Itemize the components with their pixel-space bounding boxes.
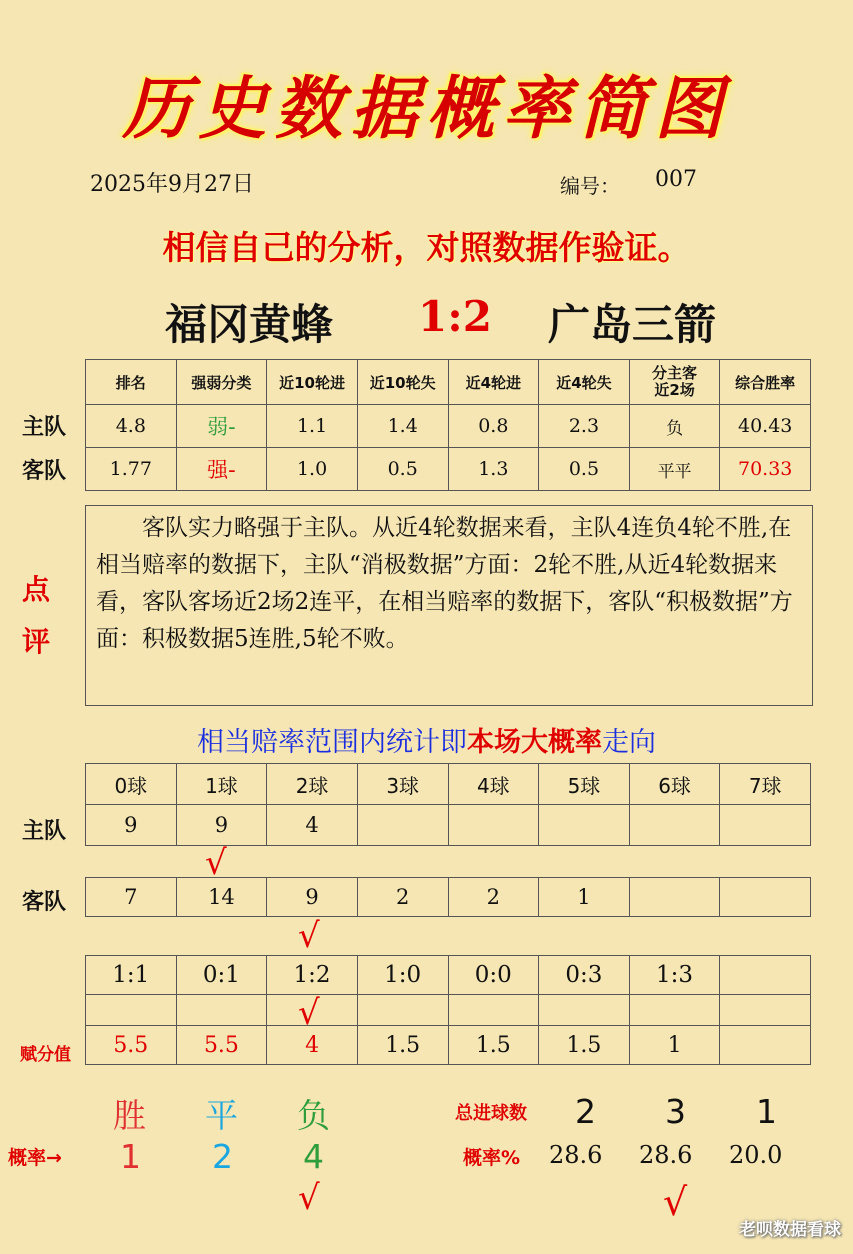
score-label: 1:1: [86, 956, 177, 995]
score-points: 1.5: [539, 1026, 630, 1065]
score-points: [720, 1026, 811, 1065]
section-title-part3: 走向: [602, 727, 656, 758]
goals-away-table: [85, 877, 811, 917]
section-title-highlight: 本场大概率: [467, 727, 602, 758]
section-title-part1: 相当赔率范围内统计即: [197, 727, 467, 758]
stats-header: 近10轮失: [357, 360, 448, 405]
score-points: 1.5: [357, 1026, 448, 1065]
empty-cell: [176, 995, 267, 1026]
score-label: 1:3: [629, 956, 720, 995]
empty-cell: [720, 995, 811, 1026]
score-label: 0:0: [448, 956, 539, 995]
stats-cell: 1.77: [86, 448, 177, 491]
goals-table: [85, 763, 811, 846]
stats-away-row: [86, 448, 811, 491]
outcome-win-value: 1: [120, 1137, 141, 1176]
stats-cell: 1.1: [267, 405, 358, 448]
outcome-draw-label: 平: [205, 1096, 238, 1135]
goals-home-row: [86, 805, 811, 846]
empty-cell: [357, 995, 448, 1026]
stats-header: 近4轮进: [448, 360, 539, 405]
goals-cell: 9: [86, 805, 177, 846]
empty-cell: [629, 995, 720, 1026]
watermark: 老呗数据看球: [739, 1220, 841, 1240]
total-goals-value: 3: [665, 1092, 686, 1131]
goals-cell: [448, 805, 539, 846]
total-goals-label: 总进球数: [455, 1103, 527, 1124]
stats-cell: 40.43: [720, 405, 811, 448]
scores-empty-row: [86, 995, 811, 1026]
goals-cell: [629, 805, 720, 846]
goals-header: 3球: [357, 764, 448, 805]
goals-header-row: [86, 764, 811, 805]
check-icon: √: [298, 993, 320, 1033]
stats-cell: 1.4: [357, 405, 448, 448]
empty-cell: [539, 995, 630, 1026]
total-goals-value: 1: [756, 1092, 777, 1131]
stats-cell: 1.3: [448, 448, 539, 491]
check-icon: √: [298, 1178, 320, 1218]
goals-header: 1球: [176, 764, 267, 805]
stats-header: 强弱分类: [176, 360, 267, 405]
check-icon: √: [298, 916, 320, 956]
goals-header: 4球: [448, 764, 539, 805]
score-label: [720, 956, 811, 995]
home-row-label: 主队: [22, 415, 67, 440]
score-label: 0:3: [539, 956, 630, 995]
total-goals-prob: 20.0: [729, 1141, 783, 1169]
stats-cell: 2.3: [539, 405, 630, 448]
goals-cell: [629, 878, 720, 917]
goals-cell: 7: [86, 878, 177, 917]
comment-label-bottom: 评: [22, 625, 51, 658]
goals-cell: 2: [357, 878, 448, 917]
score-label: 1:0: [357, 956, 448, 995]
goals-cell: [539, 805, 630, 846]
probability-label: 概率→: [8, 1147, 62, 1169]
stats-cell: 0.8: [448, 405, 539, 448]
stats-home-row: [86, 405, 811, 448]
score-label: 0:1: [176, 956, 267, 995]
stats-cell: 70.33: [720, 448, 811, 491]
goals-cell: [357, 805, 448, 846]
stats-cell: 强-: [176, 448, 267, 491]
goals-header: 5球: [539, 764, 630, 805]
outcome-loss-label: 负: [297, 1096, 330, 1135]
stats-cell: 弱-: [176, 405, 267, 448]
stats-cell: 1.0: [267, 448, 358, 491]
stats-header: 分主客 近2场: [629, 360, 720, 405]
check-icon: √: [663, 1180, 688, 1224]
stats-header-row: [86, 360, 811, 405]
stats-cell: 4.8: [86, 405, 177, 448]
outcome-win-label: 胜: [113, 1096, 146, 1135]
stats-cell: 平平: [629, 448, 720, 491]
stats-header: 近4轮失: [539, 360, 630, 405]
goals-cell: 14: [176, 878, 267, 917]
home-team: 福冈黄蜂: [165, 300, 334, 349]
goals-header: 6球: [629, 764, 720, 805]
empty-cell: [448, 995, 539, 1026]
goals-cell: 9: [267, 878, 358, 917]
score-points: 4: [267, 1026, 358, 1065]
away-row-label: 客队: [22, 459, 67, 484]
points-label: 赋分值: [20, 1045, 71, 1065]
goals-away-label: 客队: [22, 890, 67, 915]
goals-cell: 2: [448, 878, 539, 917]
goals-cell: [720, 878, 811, 917]
scores-label-row: [86, 956, 811, 995]
serial-label: 编号：: [560, 174, 620, 198]
date: 2025年9月27日: [90, 172, 254, 197]
score-label: 1:2: [267, 956, 358, 995]
match-score: 1:2: [418, 292, 492, 341]
total-goals-value: 2: [575, 1092, 596, 1131]
page-title: 历史数据概率简图: [122, 70, 731, 149]
goals-cell: 9: [176, 805, 267, 846]
stats-cell: 负: [629, 405, 720, 448]
section-title: [0, 720, 853, 759]
goals-cell: 1: [539, 878, 630, 917]
comment-box: 客队实力略强于主队。从近4轮数据来看，主队4连负4轮不胜,在相当赔率的数据下，主队“消极数据”方面：2轮不胜,从近4轮数据来看，客队客场近2场2连平，在相当赔率的数据下，客队“积极数据”方面：积极数据5连胜,5轮不败。: [85, 505, 813, 706]
outcome-loss-value: 4: [303, 1137, 324, 1176]
outcome-draw-value: 2: [212, 1137, 233, 1176]
total-goals-prob-label: 概率%: [463, 1147, 521, 1169]
serial-value: 007: [655, 167, 697, 192]
stats-header: 近10轮进: [267, 360, 358, 405]
stats-cell: 0.5: [357, 448, 448, 491]
stats-table: [85, 359, 811, 491]
check-icon: √: [205, 843, 227, 883]
score-points: 5.5: [86, 1026, 177, 1065]
stats-header: 排名: [86, 360, 177, 405]
goals-cell: 4: [267, 805, 358, 846]
comment-label-top: 点: [22, 573, 51, 606]
away-team: 广岛三箭: [548, 300, 717, 349]
goals-home-label: 主队: [22, 819, 67, 844]
total-goals-prob: 28.6: [639, 1141, 693, 1169]
total-goals-prob: 28.6: [549, 1141, 603, 1169]
goals-cell: [720, 805, 811, 846]
score-points: 5.5: [176, 1026, 267, 1065]
scores-table: [85, 955, 811, 1065]
goals-away-row: [86, 878, 811, 917]
slogan: 相信自己的分析，对照数据作验证。: [162, 228, 691, 267]
score-points: 1: [629, 1026, 720, 1065]
scores-points-row: [86, 1026, 811, 1065]
stats-cell: 0.5: [539, 448, 630, 491]
goals-header: 7球: [720, 764, 811, 805]
stats-header: 综合胜率: [720, 360, 811, 405]
goals-header: 0球: [86, 764, 177, 805]
goals-header: 2球: [267, 764, 358, 805]
score-points: 1.5: [448, 1026, 539, 1065]
empty-cell: [86, 995, 177, 1026]
